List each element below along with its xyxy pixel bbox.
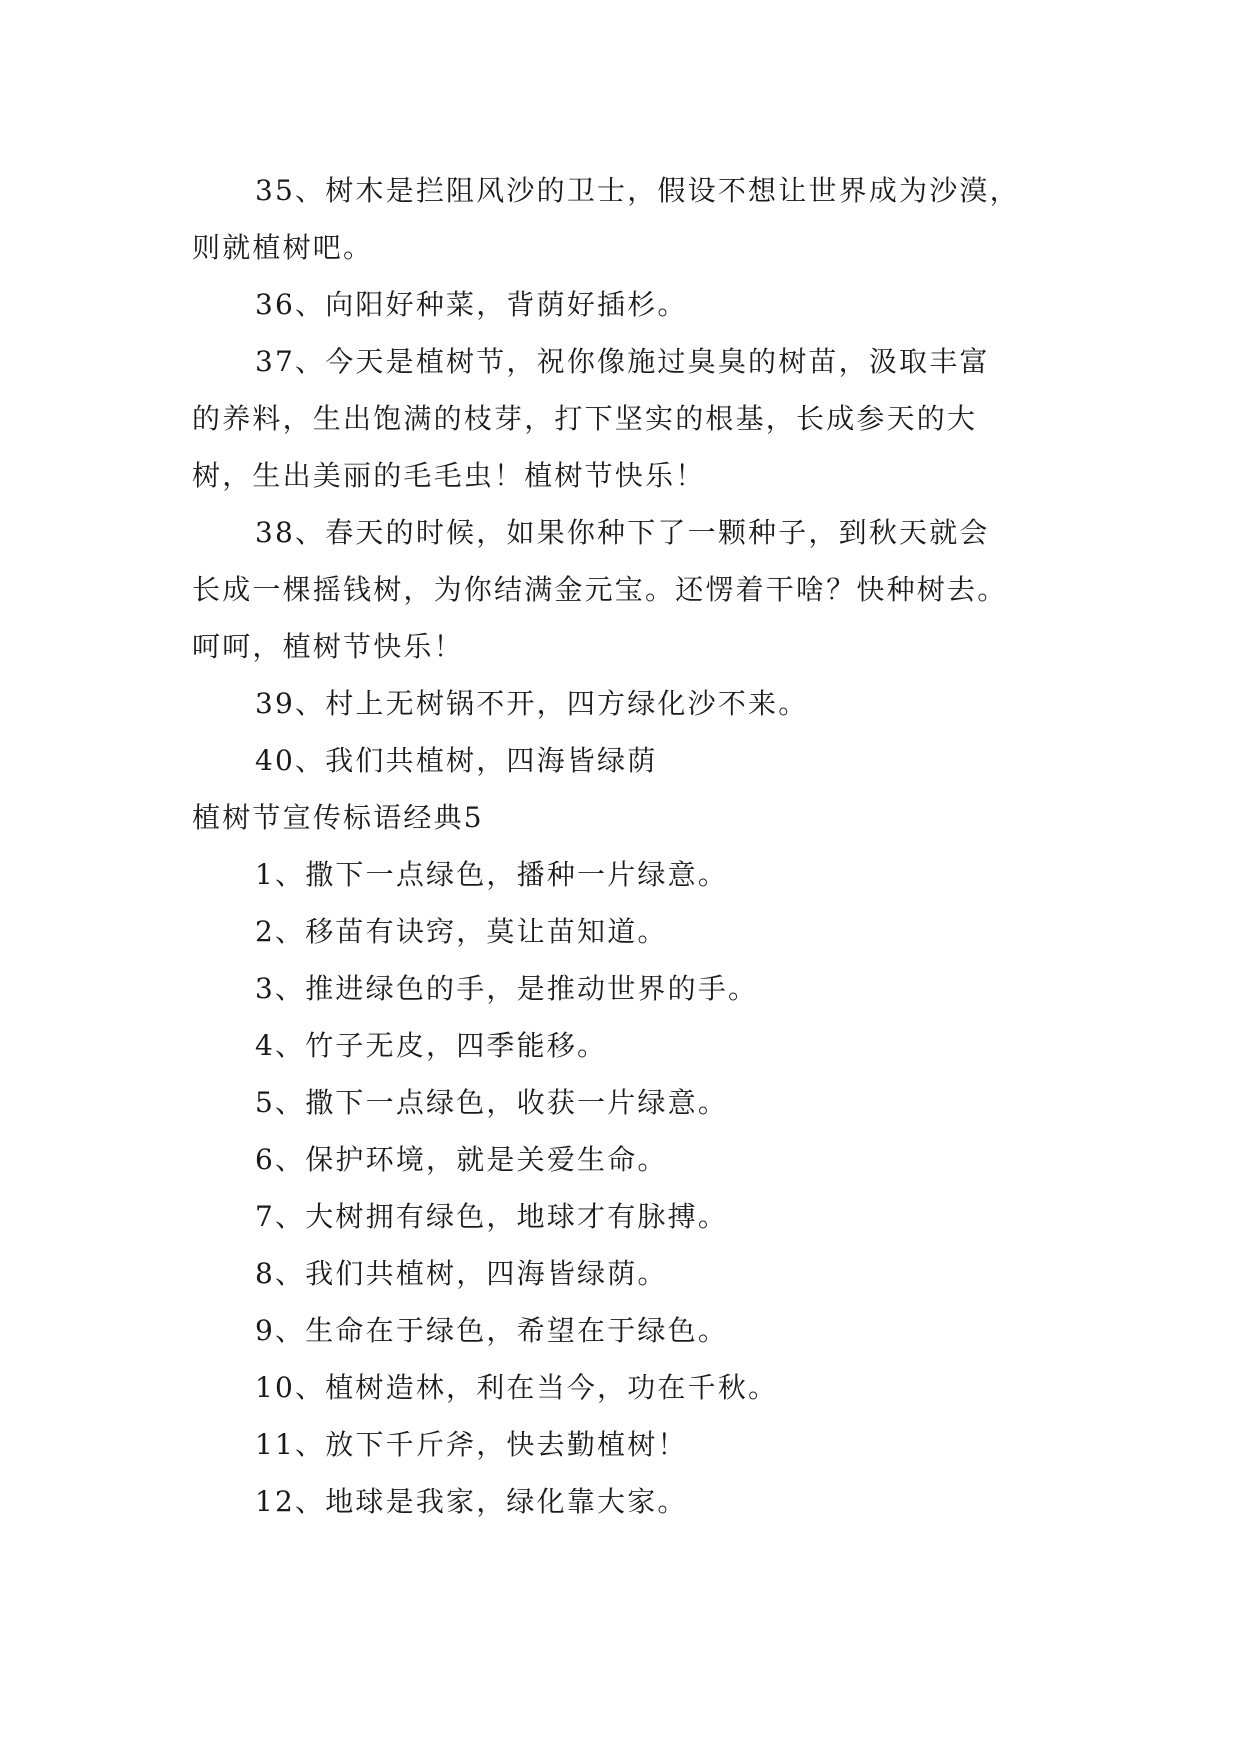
text-line: 36、向阳好种菜，背荫好插杉。	[255, 288, 688, 321]
slogan-list	[192, 846, 1060, 1530]
list-item: 5、撒下一点绿色，收获一片绿意。	[255, 1086, 729, 1119]
list-item: 4、竹子无皮，四季能移。	[255, 1029, 608, 1062]
list-item: 3、推进绿色的手，是推动世界的手。	[255, 972, 759, 1005]
section-heading: 植树节宣传标语经典5	[192, 801, 484, 834]
list-item: 9、生命在于绿色，希望在于绿色。	[255, 1314, 729, 1347]
list-item: 1、撒下一点绿色，播种一片绿意。	[255, 858, 729, 891]
text-line: 40、我们共植树，四海皆绿荫	[255, 744, 658, 777]
paragraph-35	[192, 162, 1060, 276]
paragraph-40	[192, 732, 1060, 789]
paragraph-37	[192, 333, 1060, 504]
document-body	[192, 162, 1060, 1530]
text-line: 树，生出美丽的毛毛虫！植树节快乐！	[192, 459, 706, 492]
list-item: 6、保护环境，就是关爱生命。	[255, 1143, 668, 1176]
list-item: 12、地球是我家，绿化靠大家。	[255, 1485, 688, 1518]
text-line: 35、树木是拦阻风沙的卫士，假设不想让世界成为沙漠，	[255, 174, 1020, 207]
text-line: 则就植树吧。	[192, 231, 374, 264]
list-item: 2、移苗有诀窍，莫让苗知道。	[255, 915, 668, 948]
paragraph-36	[192, 276, 1060, 333]
text-line: 38、春天的时候，如果你种下了一颗种子，到秋天就会	[255, 516, 990, 549]
list-item: 7、大树拥有绿色，地球才有脉搏。	[255, 1200, 729, 1233]
text-line: 37、今天是植树节，祝你像施过臭臭的树苗，汲取丰富	[255, 345, 990, 378]
text-line: 长成一棵摇钱树，为你结满金元宝。还愣着干啥？快种树去。	[192, 573, 1008, 606]
list-item: 10、植树造林，利在当今，功在千秋。	[255, 1371, 779, 1404]
list-item: 8、我们共植树，四海皆绿荫。	[255, 1257, 668, 1290]
text-line: 39、村上无树锅不开，四方绿化沙不来。	[255, 687, 809, 720]
paragraph-39	[192, 675, 1060, 732]
paragraph-38	[192, 504, 1060, 675]
text-line: 的养料，生出饱满的枝芽，打下坚实的根基，长成参天的大	[192, 402, 978, 435]
text-line: 呵呵，植树节快乐！	[192, 630, 464, 663]
list-item: 11、放下千斤斧，快去勤植树！	[255, 1428, 688, 1461]
